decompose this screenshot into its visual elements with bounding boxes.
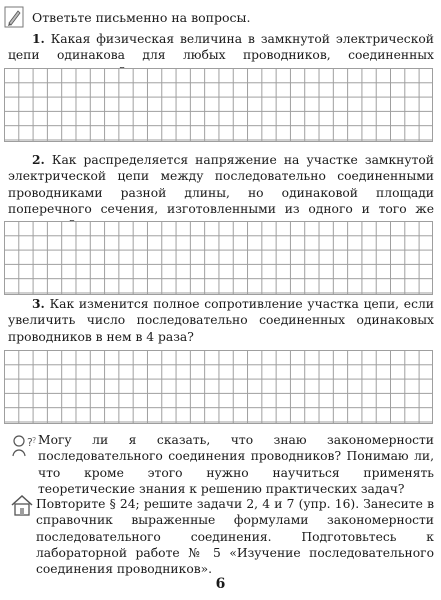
question-3 <box>8 296 434 345</box>
question-1-text: Какая физическая величина в замкнутой электрической цепи одинакова для любых проводников, соединенных <box>8 32 434 63</box>
question-2-text: Как распределяется напряжение на участке замкнутой электрической цепи между последовательно соединенными проводниками разной длины, но одинаковой площади поперечного сечения, изготовленными из одного и того же <box>8 153 434 216</box>
svg-text:?: ? <box>32 436 37 445</box>
homework-text: Повторите § 24; решите задачи 2, 4 и 7 (упр. 16). Занесите в справочник выраженные формулами закономерности последовательного соединения. Подготовьтесь к лабораторной работе № 5 «Изучение последовательного соединения проводников». <box>36 497 434 577</box>
answer-grid-3[interactable] <box>4 350 433 424</box>
page-number: 6 <box>215 576 226 592</box>
house-icon <box>10 494 34 516</box>
question-1-number: 1. <box>32 31 45 46</box>
homework-block <box>8 496 434 577</box>
reflection-text: Могу ли я сказать, что знаю закономерности последовательного соединения проводников? Понимаю ли, что кроме этого нужно научиться применять теоретические знания к решению практических задач? <box>38 433 434 496</box>
question-2-number: 2. <box>32 152 45 167</box>
answer-grid-2[interactable] <box>4 221 433 295</box>
thinking-person-icon <box>10 434 38 458</box>
pencil-icon <box>4 6 24 28</box>
instruction-text: Ответьте письменно на вопросы. <box>32 9 251 25</box>
question-3-text: Как изменится полное сопротивление участка цепи, если увеличить число последовательно соединенных одинаковых проводников в нем в 4 раза? <box>8 297 434 344</box>
question-3-number: 3. <box>32 296 45 311</box>
instruction-line <box>4 4 250 30</box>
answer-grid-1[interactable] <box>4 68 433 142</box>
reflection-block <box>8 432 434 497</box>
svg-text:?: ? <box>27 436 33 449</box>
